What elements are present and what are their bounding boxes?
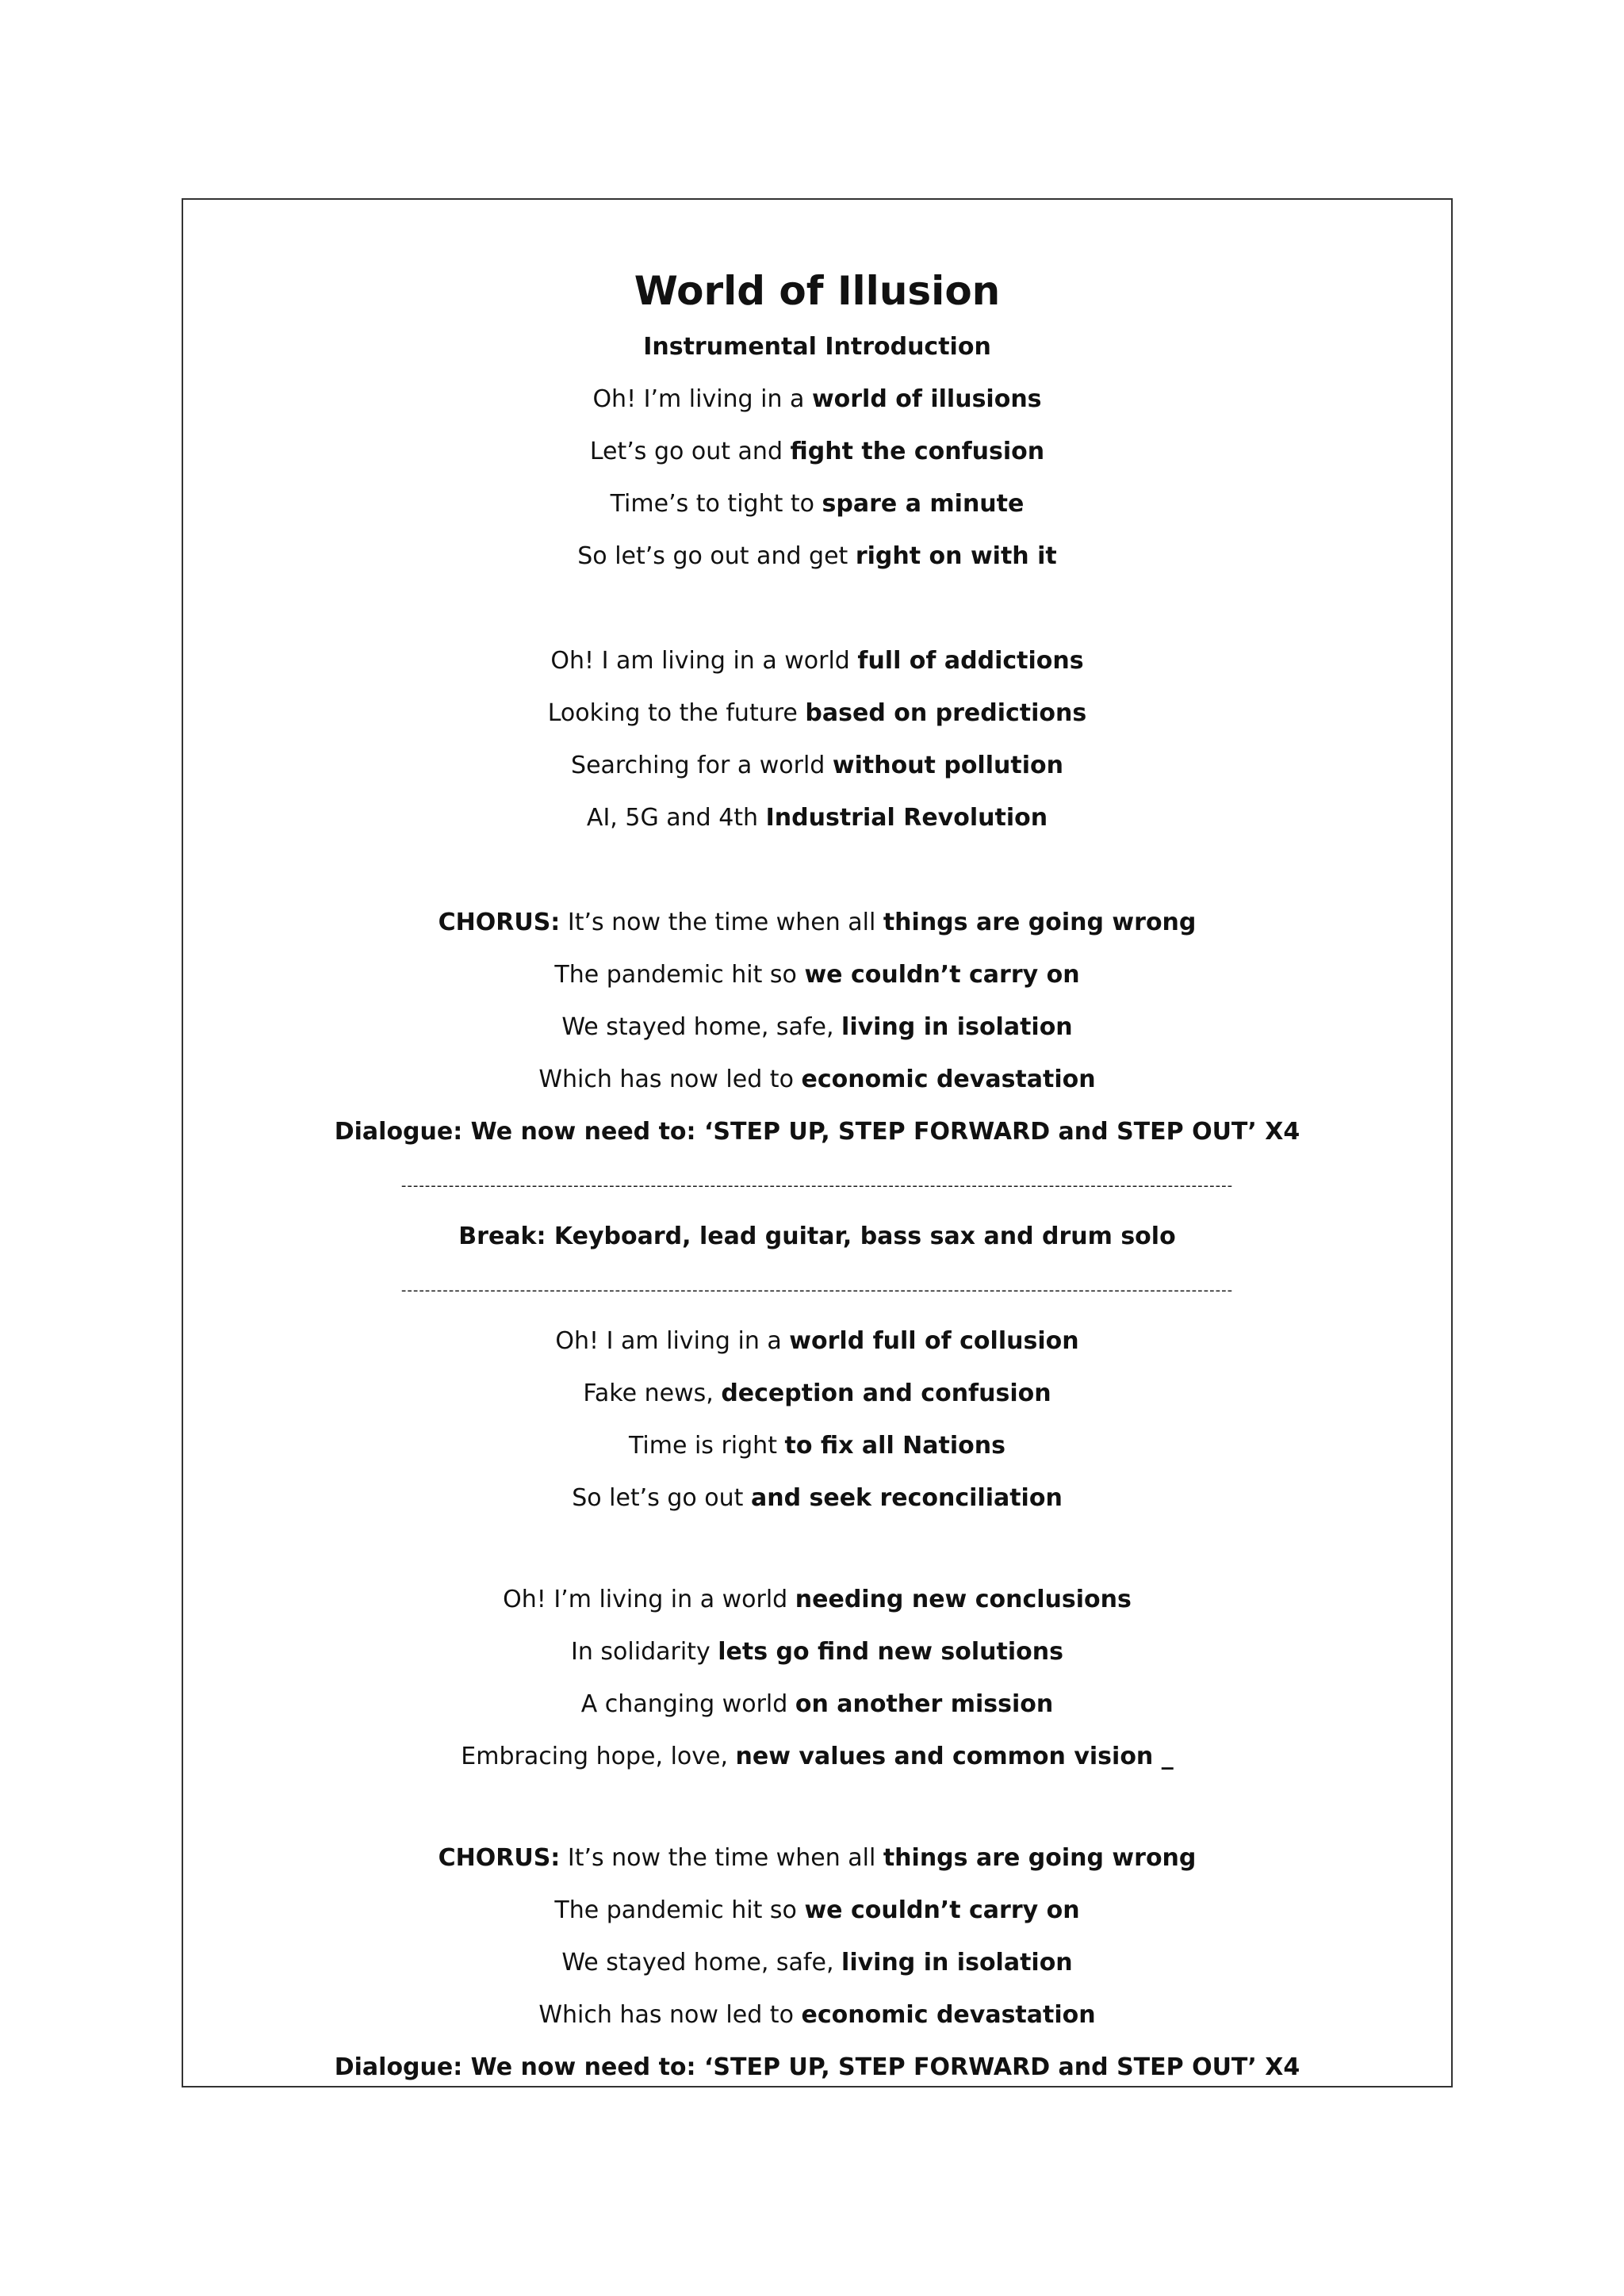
- lyric-plain: It’s now the time when all: [560, 909, 883, 936]
- lyric-line: [183, 1429, 1451, 1464]
- divider: --------------------------------------------------------------------------------------------------------------------------------------------: [400, 1177, 1234, 1194]
- chorus-label: CHORUS:: [438, 1844, 561, 1872]
- lyric-bold: Instrumental Introduction: [643, 333, 991, 361]
- lyric-plain: We stayed home, safe,: [561, 1013, 842, 1041]
- lyric-line: [183, 748, 1451, 783]
- lyric-line: [183, 1739, 1451, 1774]
- break-line: [183, 1219, 1451, 1254]
- lyric-bold: full of addictions: [857, 647, 1084, 675]
- divider: --------------------------------------------------------------------------------------------------------------------------------------------: [400, 1282, 1234, 1299]
- lyric-bold: on another mission: [795, 1690, 1054, 1718]
- lyric-bold: based on predictions: [805, 699, 1087, 727]
- lyric-plain: We stayed home, safe,: [561, 1949, 842, 1976]
- lyric-line: [183, 330, 1451, 365]
- lyric-plain: Oh! I’m living in a: [592, 385, 812, 413]
- lyric-bold: world of illusions: [811, 385, 1042, 413]
- lyric-line: [183, 382, 1451, 417]
- chorus-line: [183, 905, 1451, 940]
- lyric-line: [183, 539, 1451, 574]
- dialogue-line: [183, 2050, 1451, 2085]
- lyric-line: [183, 1582, 1451, 1617]
- lyric-bold: economic devastation: [801, 1066, 1096, 1093]
- song-title: World of Illusion: [634, 268, 1001, 314]
- lyric-plain: AI, 5G and 4th: [586, 804, 766, 832]
- lyric-plain: Time’s to tight to: [610, 490, 822, 518]
- lyric-line: [183, 1481, 1451, 1516]
- lyric-plain: Searching for a world: [571, 752, 833, 779]
- lyric-line: [183, 1687, 1451, 1722]
- lyric-line: [183, 1893, 1451, 1928]
- lyric-bold: and seek reconciliation: [750, 1484, 1063, 1512]
- lyric-plain: Let’s go out and: [589, 438, 791, 465]
- lyric-bold: fight the confusion: [790, 438, 1045, 465]
- lyric-plain: So let’s go out and get: [577, 542, 856, 570]
- lyric-line: [183, 487, 1451, 522]
- lyric-bold: without pollution: [832, 752, 1063, 779]
- lyric-bold: right on with it: [855, 542, 1057, 570]
- lyric-bold: living in isolation: [841, 1949, 1073, 1976]
- lyric-plain: Fake news,: [583, 1380, 722, 1407]
- lyric-line: [183, 1998, 1451, 2033]
- lyric-line: [183, 644, 1451, 679]
- lyric-plain: Which has now led to: [538, 1066, 802, 1093]
- lyric-plain: The pandemic hit so: [554, 961, 805, 989]
- dialogue-line: [183, 1115, 1451, 1150]
- lyric-bold: we couldn’t carry on: [804, 1896, 1080, 1924]
- lyric-bold: living in isolation: [841, 1013, 1073, 1041]
- lyric-bold: deception and confusion: [721, 1380, 1051, 1407]
- lyric-line: [183, 801, 1451, 836]
- lyric-line: [183, 958, 1451, 993]
- lyric-plain: Oh! I am living in a world: [550, 647, 858, 675]
- lyric-line: [183, 696, 1451, 731]
- lyric-plain: The pandemic hit so: [554, 1896, 805, 1924]
- lyric-plain: So let’s go out: [572, 1484, 751, 1512]
- chorus-line: [183, 1841, 1451, 1876]
- lyric-plain: Which has now led to: [538, 2001, 802, 2029]
- lyric-line: [183, 1635, 1451, 1670]
- lyric-line: [183, 1010, 1451, 1045]
- lyric-plain: Time is right: [629, 1432, 785, 1460]
- lyric-bold: new values and common vision _: [735, 1743, 1174, 1770]
- lyric-line: [183, 1324, 1451, 1359]
- lyric-bold: lets go find new solutions: [718, 1638, 1063, 1666]
- lyric-bold: we couldn’t carry on: [804, 961, 1080, 989]
- lyric-bold: to fix all Nations: [784, 1432, 1005, 1460]
- lyric-bold: Industrial Revolution: [765, 804, 1048, 832]
- lyric-plain: In solidarity: [571, 1638, 718, 1666]
- lyric-bold: Break: Keyboard, lead guitar, bass sax and drum solo: [458, 1223, 1176, 1250]
- lyric-bold: things are going wrong: [883, 1844, 1197, 1872]
- lyrics-frame: [182, 198, 1453, 2087]
- lyric-bold: spare a minute: [822, 490, 1025, 518]
- lyric-plain: It’s now the time when all: [560, 1844, 883, 1872]
- chorus-label: CHORUS:: [438, 909, 561, 936]
- lyric-line: [183, 434, 1451, 469]
- lyric-line: [183, 1946, 1451, 1980]
- lyric-plain: Oh! I’m living in a world: [503, 1586, 795, 1613]
- lyric-plain: Embracing hope, love,: [461, 1743, 736, 1770]
- lyric-bold: needing new conclusions: [795, 1586, 1132, 1613]
- lyric-bold: Dialogue: We now need to: ‘STEP UP, STEP FORWARD and STEP OUT’ X4: [334, 1118, 1300, 1146]
- lyric-bold: world full of collusion: [789, 1327, 1079, 1355]
- lyric-plain: A changing world: [580, 1690, 795, 1718]
- lyric-plain: Oh! I am living in a: [555, 1327, 790, 1355]
- lyric-plain: Looking to the future: [547, 699, 806, 727]
- lyric-bold: economic devastation: [801, 2001, 1096, 2029]
- lyric-line: [183, 1376, 1451, 1411]
- lyric-bold: things are going wrong: [883, 909, 1197, 936]
- lyric-line: [183, 1062, 1451, 1097]
- lyric-bold: Dialogue: We now need to: ‘STEP UP, STEP FORWARD and STEP OUT’ X4: [334, 2053, 1300, 2081]
